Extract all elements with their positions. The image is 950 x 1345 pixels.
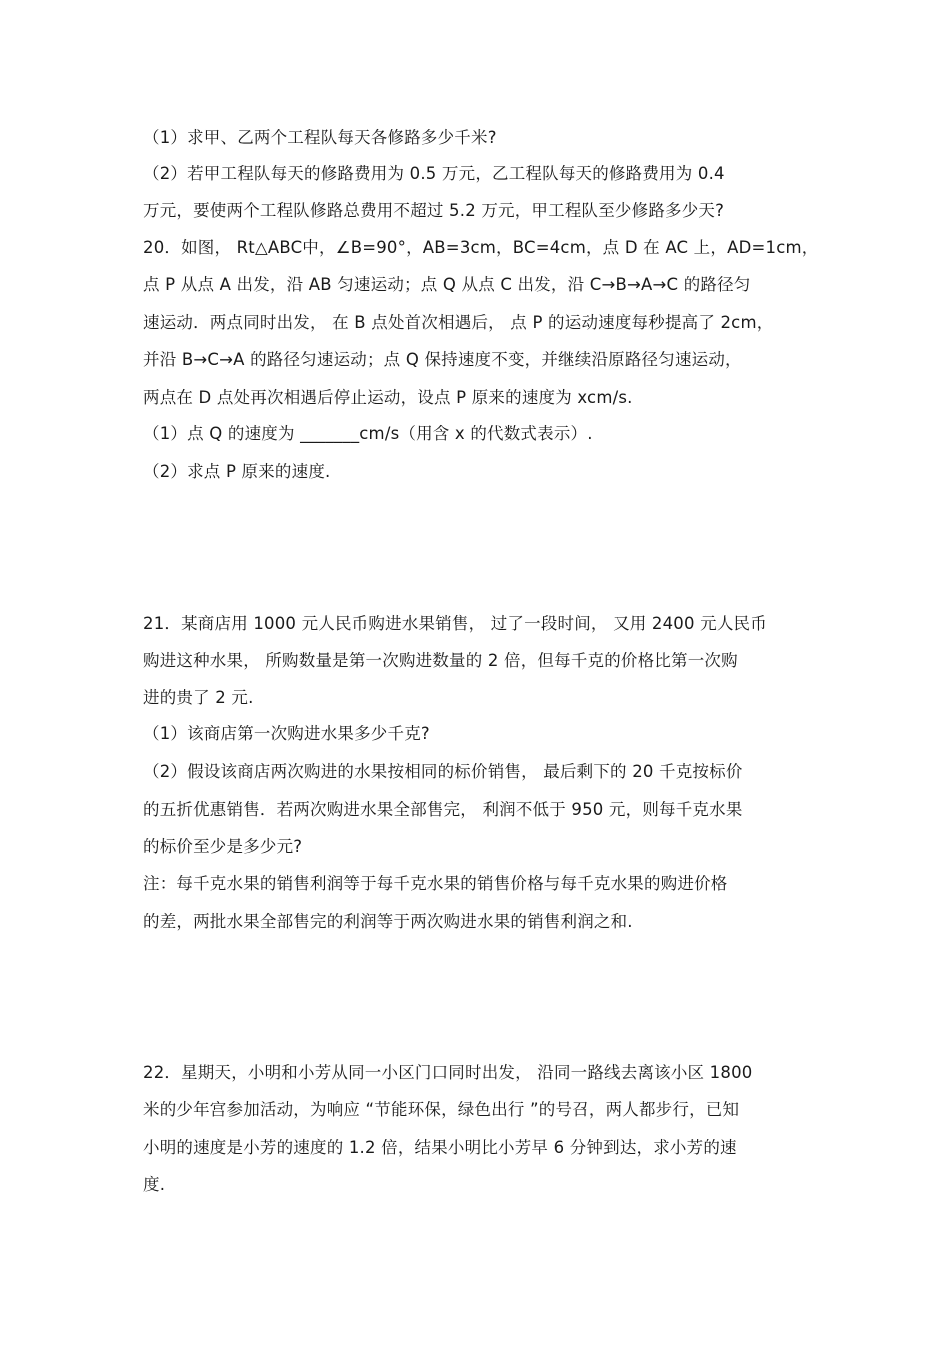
q19-part2-line1: （2）若甲工程队每天的修路费用为 0.5 万元，乙工程队每天的修路费用为 0.4 <box>143 164 725 183</box>
q21-part2-line2: 的五折优惠销售．若两次购进水果全部售完， 利润不低于 950 元，则每千克水果 <box>143 800 743 819</box>
q21-part2-line1: （2）假设该商店两次购进的水果按相同的标价销售， 最后剩下的 20 千克按标价 <box>143 762 743 781</box>
q22-line1: 22．星期天，小明和小芳从同一小区门口同时出发， 沿同一路线去离该小区 1800 <box>143 1063 753 1082</box>
q20-line5: 两点在 D 点处再次相遇后停止运动，设点 P 原来的速度为 xcm/s. <box>143 388 633 407</box>
q21-note-line1: 注：每千克水果的销售利润等于每千克水果的销售价格与每千克水果的购进价格 <box>143 874 728 893</box>
q21-part2-line3: 的标价至少是多少元? <box>143 837 303 856</box>
q20-line3: 速运动．两点同时出发， 在 B 点处首次相遇后， 点 P 的运动速度每秒提高了 2cm， <box>143 313 774 332</box>
q22-line4: 度. <box>143 1175 166 1194</box>
q19-part2-line2: 万元，要使两个工程队修路总费用不超过 5.2 万元，甲工程队至少修路多少天? <box>143 201 725 220</box>
q21-note-line2: 的差，两批水果全部售完的利润等于两次购进水果的销售利润之和. <box>143 912 633 931</box>
q20-part2: （2）求点 P 原来的速度. <box>143 462 331 481</box>
q22-line3: 小明的速度是小芳的速度的 1.2 倍，结果小明比小芳早 6 分钟到达，求小芳的速 <box>143 1138 737 1157</box>
q21-line2: 购进这种水果， 所购数量是第一次购进数量的 2 倍，但每千克的价格比第一次购 <box>143 651 738 670</box>
q21-line1: 21．某商店用 1000 元人民币购进水果销售， 过了一段时间， 又用 2400 元人民币 <box>143 614 767 633</box>
q21-part1: （1）该商店第一次购进水果多少千克? <box>143 724 430 743</box>
q21-line3: 进的贵了 2 元. <box>143 688 254 707</box>
q20-line2: 点 P 从点 A 出发，沿 AB 匀速运动；点 Q 从点 C 出发，沿 C→B→A→C 的路径匀 <box>143 275 751 294</box>
q22-line2: 米的少年宫参加活动，为响应 “节能环保，绿色出行 ”的号召，两人都步行，已知 <box>143 1100 740 1119</box>
q20-line4: 并沿 B→C→A 的路径匀速运动；点 Q 保持速度不变，并继续沿原路径匀速运动， <box>143 350 742 369</box>
q19-part1: （1）求甲、乙两个工程队每天各修路多少千米? <box>143 128 497 147</box>
q20-part1: （1）点 Q 的速度为 _______cm/s（用含 x 的代数式表示）. <box>143 424 593 443</box>
q20-line1: 20．如图， Rt△ABC中，∠B=90°，AB=3cm，BC=4cm，点 D 在 AC 上，AD=1cm， <box>143 238 819 257</box>
